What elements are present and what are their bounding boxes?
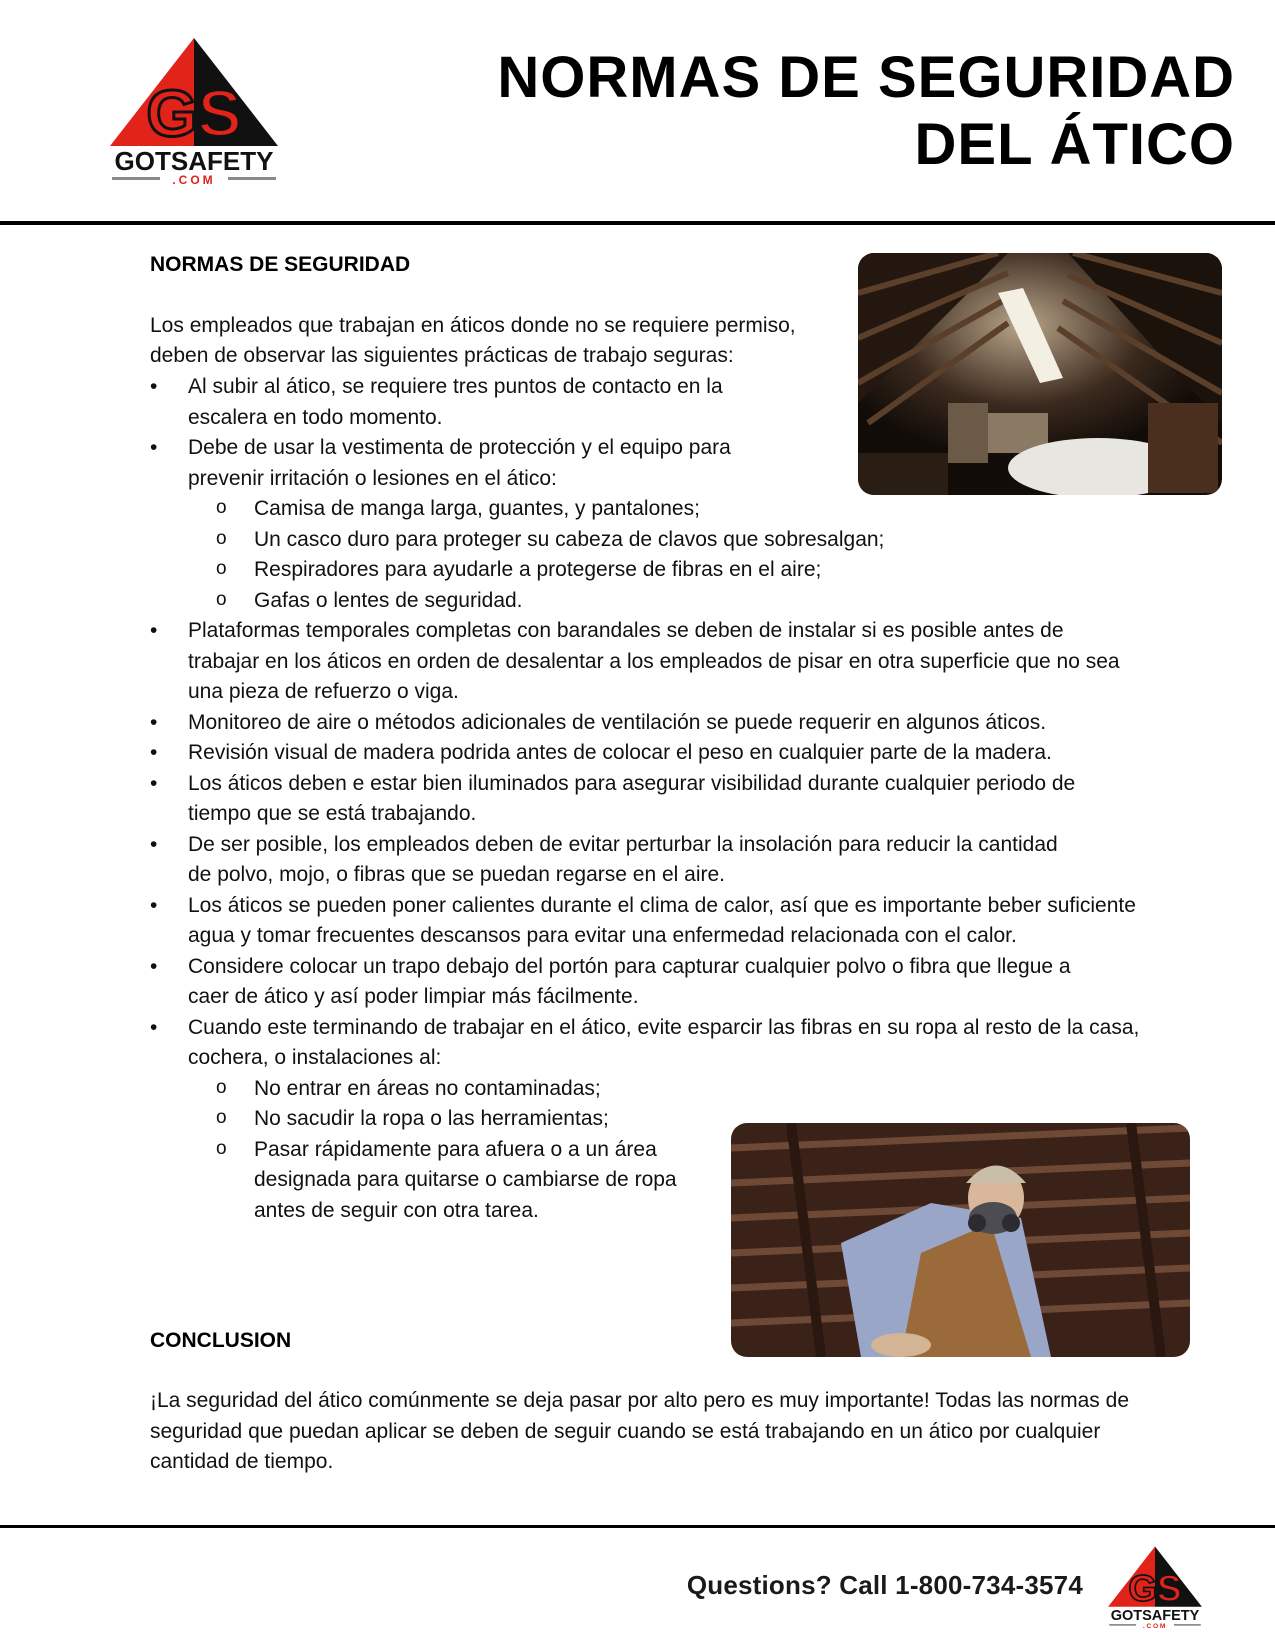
list-item: • Plataformas temporales completas con barandales se deben de instalar si es posible antes de trabajar en los áticos en orden de desalentar a los empleados de pisar en otra superficie que no sea una pieza de refuerzo o viga.	[150, 616, 1140, 708]
sub-list-item: o Un casco duro para proteger su cabeza de clavos que sobresalgan;	[188, 525, 1088, 556]
gotsafety-logo-mark	[108, 36, 280, 196]
logo-initials: GS	[146, 76, 242, 150]
protective-items-list	[188, 494, 1088, 616]
worker-photo-image	[731, 1123, 1190, 1357]
exit-steps-list	[188, 1074, 708, 1227]
worker-photo	[731, 1123, 1190, 1357]
attic-photo	[858, 253, 1222, 495]
logo-name: GOTSAFETY	[1110, 1608, 1200, 1625]
list-item: • Revisión visual de madera podrida antes de colocar el peso en cualquier parte de la madera.	[150, 738, 1068, 769]
title-line-2: DEL ÁTICO	[914, 112, 1235, 177]
list-item: • Monitoreo de aire o métodos adicionales de ventilación se puede requerir en algunos áticos.	[150, 708, 1140, 739]
intro-paragraph: Los empleados que trabajan en áticos donde no se requiere permiso, deben de observar las siguientes prácticas de trabajo seguras:	[150, 314, 796, 367]
list-item: • Al subir al ático, se requiere tres puntos de contacto en la escalera en todo momento.	[150, 372, 768, 433]
section-heading-conclusion: CONCLUSION	[150, 1329, 292, 1352]
list-item: • De ser posible, los empleados deben de evitar perturbar la insolación para reducir la cantidad de polvo, mojo, o fibras que se puedan regarse en el aire.	[150, 830, 1068, 891]
sub-list-item: o No sacudir la ropa o las herramientas;	[188, 1104, 708, 1135]
conclusion-paragraph: ¡La seguridad del ático comúnmente se deja pasar por alto pero es muy importante! Todas las normas de seguridad que puedan aplicar se deben de seguir cuando se está trabajando en un ático por cualquier cantidad de tiempo.	[150, 1389, 1129, 1473]
logo-domain: .COM	[172, 173, 216, 187]
logo-initials: GS	[1128, 1568, 1182, 1610]
list-item: • Los áticos se pueden poner calientes durante el clima de calor, así que es importante beber suficiente agua y tomar frecuentes descansos para evitar una enfermedad relacionada con el calor.	[150, 891, 1140, 952]
page-title	[475, 44, 1235, 178]
title-line-1: NORMAS DE SEGURIDAD	[497, 45, 1235, 110]
list-item: • Cuando este terminando de trabajar en el ático, evite esparcir las fibras en su ropa al resto de la casa, cochera, o instalaciones al: o No entrar en áreas no contaminadas; o No sacudir la ropa o las herramientas; o Pasar rápidamente para afuera o a un área designada para quitarse o cambiarse de ropa antes de seguir con otra tarea.	[150, 1013, 1140, 1227]
gotsafety-logo-footer	[1107, 1545, 1203, 1635]
sub-list-item: o Respiradores para ayudarle a protegerse de fibras en el aire;	[188, 555, 1088, 586]
footer-divider	[0, 1525, 1275, 1528]
sub-list-item: o Pasar rápidamente para afuera o a un área designada para quitarse o cambiarse de ropa antes de seguir con otra tarea.	[188, 1135, 708, 1227]
sub-list-item: o Camisa de manga larga, guantes, y pantalones;	[188, 494, 1088, 525]
gotsafety-logo	[108, 36, 280, 196]
logo-name: GOTSAFETY	[114, 146, 274, 176]
section-heading-safety-rules: NORMAS DE SEGURIDAD	[150, 253, 411, 276]
safety-rules-list	[150, 372, 1140, 1226]
sub-list-item: o Gafas o lentes de seguridad.	[188, 586, 1088, 617]
gotsafety-logo-footer-mark	[1107, 1545, 1203, 1635]
logo-domain: .COM	[1142, 1622, 1168, 1630]
list-item: • Los áticos deben e estar bien iluminados para asegurar visibilidad durante cualquier periodo de tiempo que se está trabajando.	[150, 769, 1140, 830]
footer-contact-phone: Questions? Call 1-800-734-3574	[686, 1570, 1083, 1600]
attic-photo-image	[858, 253, 1222, 495]
sub-list-item: o No entrar en áreas no contaminadas;	[188, 1074, 708, 1105]
header-divider	[0, 221, 1275, 225]
list-item: • Considere colocar un trapo debajo del portón para capturar cualquier polvo o fibra que llegue a caer de ático y así poder limpiar más fácilmente.	[150, 952, 1088, 1013]
list-item: • Debe de usar la vestimenta de protección y el equipo para prevenir irritación o lesiones en el ático: o Camisa de manga larga, guantes, y pantalones; o Un casco duro para proteger su cabeza de clavos que sobresalgan; o Respiradores para ayudarle a protegerse de fibras en el aire; o Gafas o lentes de seguridad.	[150, 433, 768, 616]
